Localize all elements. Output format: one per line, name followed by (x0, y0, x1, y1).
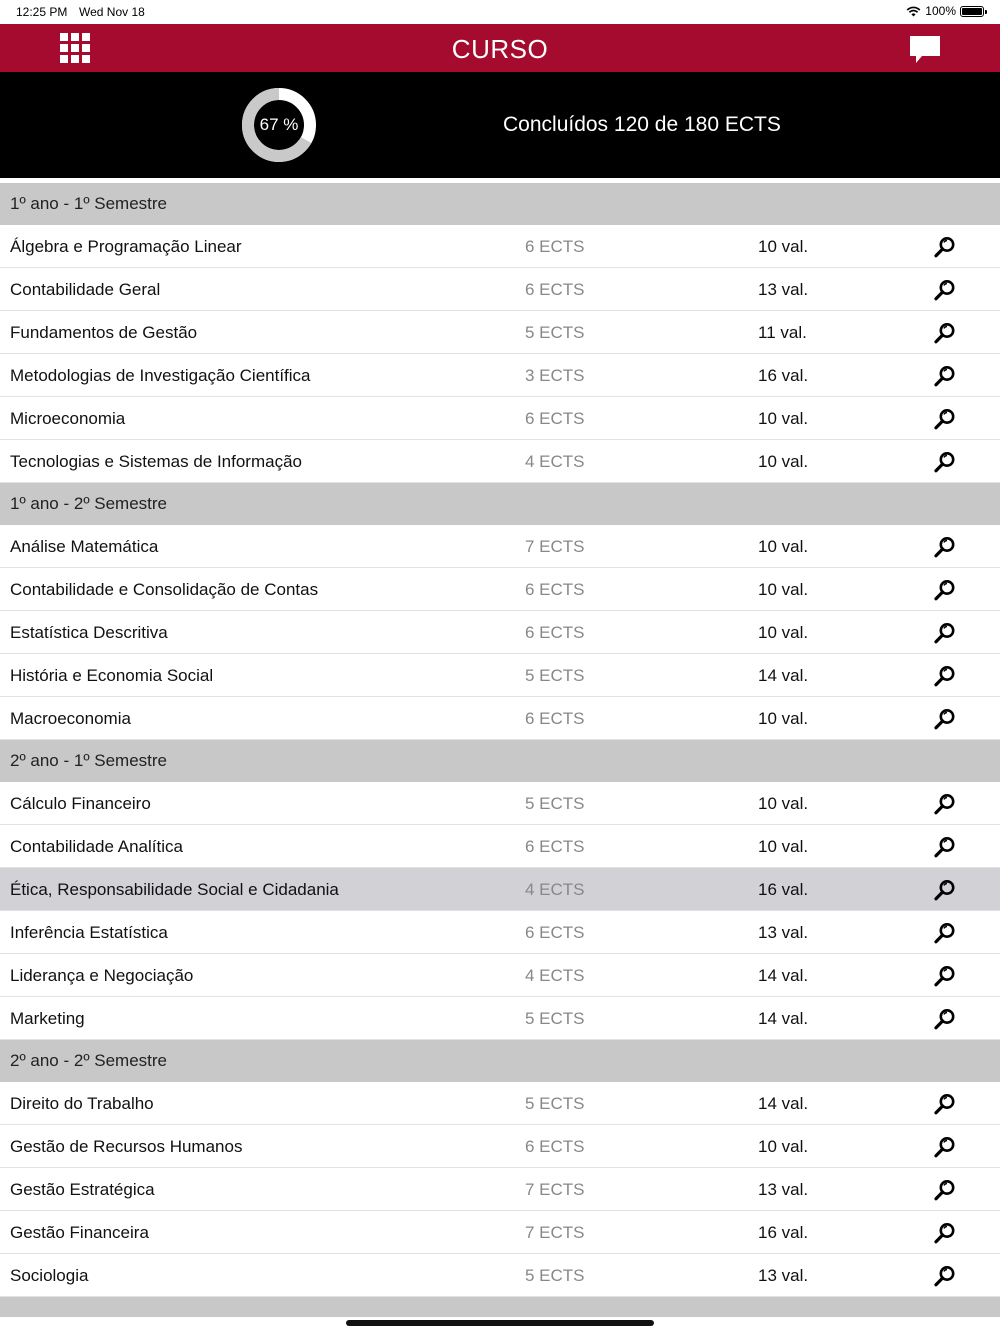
magnifier-icon[interactable] (933, 321, 957, 345)
course-grade: 10 val. (758, 409, 809, 428)
magnifier-icon[interactable] (933, 450, 957, 474)
course-name: Estatística Descritiva (10, 623, 168, 642)
magnifier-icon[interactable] (933, 407, 957, 431)
course-row[interactable] (0, 311, 1000, 354)
course-grade: 10 val. (758, 237, 809, 256)
course-name: Inferência Estatística (10, 923, 168, 942)
magnifier-icon[interactable] (933, 921, 957, 945)
course-row[interactable] (0, 1254, 1000, 1297)
course-name: Ética, Responsabilidade Social e Cidadania (10, 880, 339, 899)
course-ects: 5 ECTS (525, 1266, 585, 1285)
magnifier-icon[interactable] (933, 364, 957, 388)
course-name: Sociologia (10, 1266, 89, 1285)
course-grade: 10 val. (758, 452, 809, 471)
course-grade: 14 val. (758, 1009, 809, 1028)
course-grade: 16 val. (758, 366, 809, 385)
status-right (906, 4, 984, 18)
course-row[interactable] (0, 782, 1000, 825)
course-ects: 6 ECTS (525, 837, 585, 856)
progress-banner (0, 72, 1000, 178)
course-ects: 6 ECTS (525, 237, 585, 256)
course-row[interactable] (0, 1168, 1000, 1211)
course-name: Contabilidade Geral (10, 280, 161, 299)
magnifier-icon[interactable] (933, 835, 957, 859)
chat-bubble-icon[interactable] (908, 34, 942, 66)
section-header: 2º ano - 1º Semestre (0, 740, 1000, 782)
battery-percent: 100% (925, 4, 956, 18)
course-name: Contabilidade e Consolidação de Contas (10, 580, 319, 599)
magnifier-icon[interactable] (933, 1264, 957, 1288)
course-name: Tecnologias e Sistemas de Informação (10, 452, 302, 471)
magnifier-icon[interactable] (933, 792, 957, 816)
course-grade: 13 val. (758, 923, 809, 942)
course-ects: 4 ECTS (525, 966, 585, 985)
course-grade: 11 val. (758, 323, 807, 342)
course-row[interactable] (0, 568, 1000, 611)
wifi-icon (906, 6, 921, 17)
course-ects: 4 ECTS (525, 452, 585, 471)
magnifier-icon[interactable] (933, 278, 957, 302)
course-row[interactable] (0, 654, 1000, 697)
course-row[interactable] (0, 697, 1000, 740)
status-date: Wed Nov 18 (79, 5, 145, 19)
course-name: História e Economia Social (10, 666, 214, 685)
course-name: Gestão Financeira (10, 1223, 149, 1242)
course-name: Gestão Estratégica (10, 1180, 155, 1199)
course-grade: 13 val. (758, 280, 809, 299)
magnifier-icon[interactable] (933, 1092, 957, 1116)
course-ects: 3 ECTS (525, 366, 585, 385)
course-name: Microeconomia (10, 409, 126, 428)
course-name: Macroeconomia (10, 709, 131, 728)
course-name: Gestão de Recursos Humanos (10, 1137, 243, 1156)
course-ects: 6 ECTS (525, 280, 585, 299)
course-grade: 14 val. (758, 1094, 809, 1113)
course-row[interactable] (0, 911, 1000, 954)
course-grade: 10 val. (758, 623, 809, 642)
course-ects: 5 ECTS (525, 1009, 585, 1028)
progress-percent: 67 % (259, 115, 299, 134)
course-row[interactable] (0, 440, 1000, 483)
nav-bar (0, 24, 1000, 72)
course-grade: 14 val. (758, 966, 809, 985)
section-header: 2º ano - 2º Semestre (0, 1040, 1000, 1082)
course-row[interactable] (0, 268, 1000, 311)
course-ects: 6 ECTS (525, 409, 585, 428)
course-row[interactable] (0, 354, 1000, 397)
course-name: Liderança e Negociação (10, 966, 194, 985)
course-ects: 7 ECTS (525, 537, 585, 556)
section-header: 1º ano - 2º Semestre (0, 483, 1000, 525)
course-name: Direito do Trabalho (10, 1094, 154, 1113)
course-grade: 10 val. (758, 837, 809, 856)
course-row[interactable] (0, 997, 1000, 1040)
course-ects: 6 ECTS (525, 580, 585, 599)
course-grade: 14 val. (758, 666, 809, 685)
course-ects: 4 ECTS (525, 880, 585, 899)
course-row[interactable] (0, 954, 1000, 997)
course-row[interactable] (0, 868, 1000, 911)
magnifier-icon[interactable] (933, 535, 957, 559)
course-ects: 6 ECTS (525, 923, 585, 942)
course-ects: 5 ECTS (525, 1094, 585, 1113)
magnifier-icon[interactable] (933, 878, 957, 902)
course-name: Marketing (10, 1009, 85, 1028)
course-row[interactable] (0, 611, 1000, 654)
course-name: Contabilidade Analítica (10, 837, 183, 856)
home-indicator (346, 1320, 654, 1326)
course-ects: 5 ECTS (525, 323, 585, 342)
magnifier-icon[interactable] (933, 707, 957, 731)
course-grade: 10 val. (758, 537, 809, 556)
section-header-partial (0, 1297, 1000, 1317)
course-name: Cálculo Financeiro (10, 794, 151, 813)
course-row[interactable] (0, 525, 1000, 568)
magnifier-icon[interactable] (933, 1178, 957, 1202)
course-grade: 16 val. (758, 1223, 809, 1242)
course-ects: 6 ECTS (525, 709, 585, 728)
course-ects: 5 ECTS (525, 666, 585, 685)
magnifier-icon[interactable] (933, 664, 957, 688)
course-ects: 6 ECTS (525, 1137, 585, 1156)
course-row[interactable] (0, 825, 1000, 868)
course-name: Análise Matemática (10, 537, 159, 556)
course-row[interactable] (0, 225, 1000, 268)
magnifier-icon[interactable] (933, 1135, 957, 1159)
course-grade: 13 val. (758, 1180, 809, 1199)
course-grade: 13 val. (758, 1266, 809, 1285)
magnifier-icon[interactable] (933, 235, 957, 259)
course-ects: 5 ECTS (525, 794, 585, 813)
course-row[interactable] (0, 1125, 1000, 1168)
course-ects: 7 ECTS (525, 1223, 585, 1242)
course-grade: 10 val. (758, 709, 809, 728)
course-ects: 7 ECTS (525, 1180, 585, 1199)
course-name: Fundamentos de Gestão (10, 323, 198, 342)
course-name: Metodologias de Investigação Científica (10, 366, 311, 385)
course-row[interactable] (0, 1082, 1000, 1125)
course-grade: 10 val. (758, 580, 809, 599)
course-list[interactable] (0, 183, 1000, 1317)
course-grade: 10 val. (758, 794, 809, 813)
course-grade: 16 val. (758, 880, 809, 899)
status-time: 12:25 PM (16, 5, 68, 19)
course-grade: 10 val. (758, 1137, 809, 1156)
magnifier-icon[interactable] (933, 1007, 957, 1031)
status-bar (0, 0, 1000, 24)
course-ects: 6 ECTS (525, 623, 585, 642)
magnifier-icon[interactable] (933, 964, 957, 988)
course-name: Álgebra e Programação Linear (10, 237, 242, 256)
magnifier-icon[interactable] (933, 578, 957, 602)
magnifier-icon[interactable] (933, 621, 957, 645)
page-title: CURSO (451, 34, 549, 64)
section-header: 1º ano - 1º Semestre (0, 183, 1000, 225)
progress-summary: Concluídos 120 de 180 ECTS (503, 113, 781, 136)
magnifier-icon[interactable] (933, 1221, 957, 1245)
battery-icon (960, 6, 984, 17)
progress-ring (242, 88, 316, 162)
course-row[interactable] (0, 1211, 1000, 1254)
course-row[interactable] (0, 397, 1000, 440)
